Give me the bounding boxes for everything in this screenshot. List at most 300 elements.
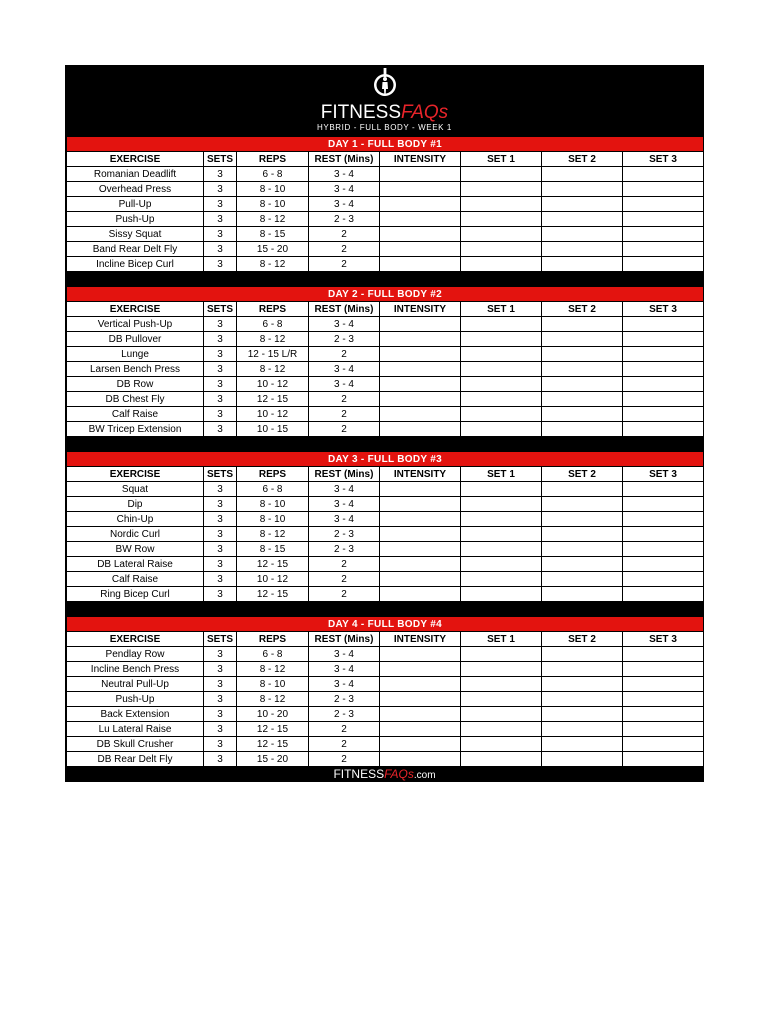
log-entry-cell[interactable] bbox=[542, 527, 623, 542]
table-cell: Incline Bench Press bbox=[67, 662, 204, 677]
table-cell: 8 - 10 bbox=[237, 677, 309, 692]
table-cell: 3 bbox=[204, 167, 237, 182]
table-row bbox=[67, 692, 704, 707]
log-entry-cell[interactable] bbox=[380, 737, 461, 752]
table-row bbox=[67, 242, 704, 257]
day-title: DAY 4 - FULL BODY #4 bbox=[67, 617, 704, 632]
table-cell: 3 bbox=[204, 422, 237, 437]
log-entry-cell[interactable] bbox=[623, 332, 704, 347]
table-cell: 12 - 15 bbox=[237, 392, 309, 407]
table-cell: Incline Bicep Curl bbox=[67, 257, 204, 272]
log-entry-cell[interactable] bbox=[623, 512, 704, 527]
table-cell: 3 bbox=[204, 527, 237, 542]
table-cell: DB Skull Crusher bbox=[67, 737, 204, 752]
table-cell: Lu Lateral Raise bbox=[67, 722, 204, 737]
column-header: SETS bbox=[204, 152, 237, 167]
table-cell: 3 - 4 bbox=[309, 197, 380, 212]
table-cell: 3 bbox=[204, 362, 237, 377]
log-entry-cell[interactable] bbox=[461, 512, 542, 527]
table-cell: 3 - 4 bbox=[309, 167, 380, 182]
log-entry-cell[interactable] bbox=[623, 257, 704, 272]
log-entry-cell[interactable] bbox=[380, 212, 461, 227]
column-header: REPS bbox=[237, 152, 309, 167]
log-entry-cell[interactable] bbox=[623, 242, 704, 257]
table-cell: 2 bbox=[309, 722, 380, 737]
log-entry-cell[interactable] bbox=[380, 197, 461, 212]
log-entry-cell[interactable] bbox=[380, 662, 461, 677]
brand-accent: FAQs bbox=[401, 102, 449, 123]
log-entry-cell[interactable] bbox=[461, 347, 542, 362]
table-cell: 3 bbox=[204, 662, 237, 677]
table-cell: Push-Up bbox=[67, 692, 204, 707]
log-entry-cell[interactable] bbox=[542, 362, 623, 377]
log-entry-cell[interactable] bbox=[461, 392, 542, 407]
log-entry-cell[interactable] bbox=[542, 317, 623, 332]
table-cell: Romanian Deadlift bbox=[67, 167, 204, 182]
table-cell: DB Row bbox=[67, 377, 204, 392]
table-cell: 3 - 4 bbox=[309, 512, 380, 527]
table-cell: Squat bbox=[67, 482, 204, 497]
table-cell: 3 bbox=[204, 347, 237, 362]
log-entry-cell[interactable] bbox=[542, 167, 623, 182]
table-row bbox=[67, 497, 704, 512]
column-header: SET 2 bbox=[542, 152, 623, 167]
log-entry-cell[interactable] bbox=[380, 407, 461, 422]
table-cell: 2 - 3 bbox=[309, 692, 380, 707]
table-row bbox=[67, 167, 704, 182]
table-cell: 3 bbox=[204, 242, 237, 257]
log-entry-cell[interactable] bbox=[380, 482, 461, 497]
table-cell: 2 bbox=[309, 407, 380, 422]
days-container bbox=[66, 136, 703, 767]
log-entry-cell[interactable] bbox=[380, 347, 461, 362]
log-entry-cell[interactable] bbox=[623, 527, 704, 542]
log-entry-cell[interactable] bbox=[542, 332, 623, 347]
day-title: DAY 2 - FULL BODY #2 bbox=[67, 287, 704, 302]
log-entry-cell[interactable] bbox=[461, 752, 542, 767]
column-header: SET 1 bbox=[461, 152, 542, 167]
table-cell: Nordic Curl bbox=[67, 527, 204, 542]
log-entry-cell[interactable] bbox=[461, 587, 542, 602]
log-entry-cell[interactable] bbox=[542, 752, 623, 767]
table-cell: 3 bbox=[204, 227, 237, 242]
log-entry-cell[interactable] bbox=[623, 677, 704, 692]
log-entry-cell[interactable] bbox=[542, 707, 623, 722]
log-entry-cell[interactable] bbox=[623, 557, 704, 572]
column-header: SET 2 bbox=[542, 632, 623, 647]
footer-brand bbox=[66, 767, 703, 781]
table-cell: DB Pullover bbox=[67, 332, 204, 347]
log-entry-cell[interactable] bbox=[542, 392, 623, 407]
log-entry-cell[interactable] bbox=[542, 542, 623, 557]
column-header: SET 3 bbox=[623, 632, 704, 647]
log-entry-cell[interactable] bbox=[461, 482, 542, 497]
table-cell: 12 - 15 bbox=[237, 722, 309, 737]
log-entry-cell[interactable] bbox=[542, 647, 623, 662]
table-row bbox=[67, 377, 704, 392]
table-cell: 12 - 15 bbox=[237, 737, 309, 752]
table-cell: 3 bbox=[204, 257, 237, 272]
log-entry-cell[interactable] bbox=[623, 497, 704, 512]
table-row bbox=[67, 527, 704, 542]
log-entry-cell[interactable] bbox=[623, 752, 704, 767]
table-cell: 3 bbox=[204, 737, 237, 752]
table-cell: 3 bbox=[204, 752, 237, 767]
log-entry-cell[interactable] bbox=[380, 392, 461, 407]
table-cell: 8 - 12 bbox=[237, 692, 309, 707]
log-entry-cell[interactable] bbox=[623, 377, 704, 392]
table-cell: 2 - 3 bbox=[309, 212, 380, 227]
table-cell: 3 bbox=[204, 407, 237, 422]
log-entry-cell[interactable] bbox=[542, 347, 623, 362]
log-entry-cell[interactable] bbox=[461, 677, 542, 692]
table-cell: 10 - 12 bbox=[237, 572, 309, 587]
table-cell: 3 bbox=[204, 572, 237, 587]
column-header: SET 1 bbox=[461, 467, 542, 482]
table-cell: 2 bbox=[309, 752, 380, 767]
column-header: INTENSITY bbox=[380, 302, 461, 317]
log-entry-cell[interactable] bbox=[623, 662, 704, 677]
table-row bbox=[67, 422, 704, 437]
log-entry-cell[interactable] bbox=[380, 572, 461, 587]
table-cell: 3 bbox=[204, 677, 237, 692]
table-row bbox=[67, 392, 704, 407]
column-header: SET 2 bbox=[542, 467, 623, 482]
table-row bbox=[67, 677, 704, 692]
log-entry-cell[interactable] bbox=[380, 422, 461, 437]
log-entry-cell[interactable] bbox=[380, 167, 461, 182]
log-entry-cell[interactable] bbox=[623, 182, 704, 197]
table-cell: 8 - 12 bbox=[237, 527, 309, 542]
masthead bbox=[66, 66, 703, 136]
table-row bbox=[67, 737, 704, 752]
table-cell: 3 bbox=[204, 482, 237, 497]
log-entry-cell[interactable] bbox=[623, 647, 704, 662]
table-cell: 2 bbox=[309, 392, 380, 407]
table-cell: 3 bbox=[204, 647, 237, 662]
log-entry-cell[interactable] bbox=[623, 407, 704, 422]
log-entry-cell[interactable] bbox=[380, 722, 461, 737]
table-cell: 3 bbox=[204, 512, 237, 527]
log-entry-cell[interactable] bbox=[461, 317, 542, 332]
log-entry-cell[interactable] bbox=[461, 497, 542, 512]
log-entry-cell[interactable] bbox=[461, 707, 542, 722]
log-entry-cell[interactable] bbox=[380, 362, 461, 377]
table-cell: 3 bbox=[204, 557, 237, 572]
table-cell: Calf Raise bbox=[67, 572, 204, 587]
log-entry-cell[interactable] bbox=[380, 557, 461, 572]
table-cell: 15 - 20 bbox=[237, 752, 309, 767]
column-header: SET 3 bbox=[623, 467, 704, 482]
table-cell: 15 - 20 bbox=[237, 242, 309, 257]
log-entry-cell[interactable] bbox=[461, 332, 542, 347]
log-entry-cell[interactable] bbox=[542, 407, 623, 422]
column-header: SET 3 bbox=[623, 302, 704, 317]
table-cell: DB Chest Fly bbox=[67, 392, 204, 407]
table-cell: 6 - 8 bbox=[237, 167, 309, 182]
column-header: EXERCISE bbox=[67, 152, 204, 167]
log-entry-cell[interactable] bbox=[542, 227, 623, 242]
table-row bbox=[67, 587, 704, 602]
log-entry-cell[interactable] bbox=[542, 587, 623, 602]
log-entry-cell[interactable] bbox=[461, 407, 542, 422]
column-header: INTENSITY bbox=[380, 467, 461, 482]
log-entry-cell[interactable] bbox=[623, 197, 704, 212]
column-header: REPS bbox=[237, 302, 309, 317]
column-header: INTENSITY bbox=[380, 632, 461, 647]
log-entry-cell[interactable] bbox=[380, 527, 461, 542]
table-cell: 3 bbox=[204, 197, 237, 212]
table-cell: Pull-Up bbox=[67, 197, 204, 212]
day-table bbox=[66, 616, 704, 767]
table-row bbox=[67, 407, 704, 422]
table-row bbox=[67, 197, 704, 212]
log-entry-cell[interactable] bbox=[461, 737, 542, 752]
table-cell: 2 - 3 bbox=[309, 707, 380, 722]
column-header: SETS bbox=[204, 632, 237, 647]
table-cell: 8 - 15 bbox=[237, 227, 309, 242]
log-entry-cell[interactable] bbox=[623, 347, 704, 362]
table-row bbox=[67, 647, 704, 662]
table-cell: 10 - 20 bbox=[237, 707, 309, 722]
log-entry-cell[interactable] bbox=[461, 197, 542, 212]
table-cell: 3 bbox=[204, 182, 237, 197]
table-cell: 2 bbox=[309, 737, 380, 752]
brand-logo-text bbox=[66, 103, 703, 123]
table-cell: Push-Up bbox=[67, 212, 204, 227]
log-entry-cell[interactable] bbox=[461, 572, 542, 587]
table-cell: 2 bbox=[309, 257, 380, 272]
table-row bbox=[67, 227, 704, 242]
log-entry-cell[interactable] bbox=[461, 542, 542, 557]
log-entry-cell[interactable] bbox=[542, 197, 623, 212]
log-entry-cell[interactable] bbox=[623, 482, 704, 497]
table-cell: 3 bbox=[204, 392, 237, 407]
table-row bbox=[67, 572, 704, 587]
table-cell: Back Extension bbox=[67, 707, 204, 722]
log-entry-cell[interactable] bbox=[623, 422, 704, 437]
log-entry-cell[interactable] bbox=[623, 542, 704, 557]
table-cell: 3 - 4 bbox=[309, 482, 380, 497]
log-entry-cell[interactable] bbox=[461, 362, 542, 377]
log-entry-cell[interactable] bbox=[461, 167, 542, 182]
log-entry-cell[interactable] bbox=[380, 752, 461, 767]
kettlebell-figure-icon bbox=[368, 66, 402, 100]
workout-sheet bbox=[65, 65, 704, 782]
column-header-row bbox=[67, 302, 704, 317]
log-entry-cell[interactable] bbox=[380, 497, 461, 512]
table-cell: 2 bbox=[309, 422, 380, 437]
table-row bbox=[67, 347, 704, 362]
column-header: REST (Mins) bbox=[309, 302, 380, 317]
day-title: DAY 3 - FULL BODY #3 bbox=[67, 452, 704, 467]
table-cell: 3 - 4 bbox=[309, 317, 380, 332]
table-cell: 3 bbox=[204, 542, 237, 557]
table-cell: Overhead Press bbox=[67, 182, 204, 197]
log-entry-cell[interactable] bbox=[461, 527, 542, 542]
log-entry-cell[interactable] bbox=[461, 257, 542, 272]
table-cell: 2 - 3 bbox=[309, 542, 380, 557]
log-entry-cell[interactable] bbox=[461, 242, 542, 257]
table-cell: 8 - 10 bbox=[237, 512, 309, 527]
log-entry-cell[interactable] bbox=[623, 707, 704, 722]
table-cell: 3 bbox=[204, 497, 237, 512]
table-cell: 8 - 10 bbox=[237, 182, 309, 197]
log-entry-cell[interactable] bbox=[461, 422, 542, 437]
log-entry-cell[interactable] bbox=[542, 257, 623, 272]
log-entry-cell[interactable] bbox=[542, 662, 623, 677]
column-header: INTENSITY bbox=[380, 152, 461, 167]
column-header: SET 2 bbox=[542, 302, 623, 317]
log-entry-cell[interactable] bbox=[461, 212, 542, 227]
log-entry-cell[interactable] bbox=[461, 557, 542, 572]
log-entry-cell[interactable] bbox=[623, 572, 704, 587]
log-entry-cell[interactable] bbox=[623, 692, 704, 707]
table-row bbox=[67, 362, 704, 377]
log-entry-cell[interactable] bbox=[380, 257, 461, 272]
column-header: REST (Mins) bbox=[309, 152, 380, 167]
table-cell: Pendlay Row bbox=[67, 647, 204, 662]
column-header: SETS bbox=[204, 302, 237, 317]
table-cell: 3 - 4 bbox=[309, 647, 380, 662]
column-header-row bbox=[67, 467, 704, 482]
table-row bbox=[67, 722, 704, 737]
table-cell: 8 - 12 bbox=[237, 662, 309, 677]
table-row bbox=[67, 482, 704, 497]
table-cell: Dip bbox=[67, 497, 204, 512]
log-entry-cell[interactable] bbox=[380, 512, 461, 527]
log-entry-cell[interactable] bbox=[380, 227, 461, 242]
log-entry-cell[interactable] bbox=[542, 692, 623, 707]
table-cell: 2 bbox=[309, 227, 380, 242]
log-entry-cell[interactable] bbox=[542, 572, 623, 587]
table-row bbox=[67, 212, 704, 227]
log-entry-cell[interactable] bbox=[623, 722, 704, 737]
log-entry-cell[interactable] bbox=[380, 377, 461, 392]
log-entry-cell[interactable] bbox=[380, 677, 461, 692]
table-cell: 8 - 12 bbox=[237, 332, 309, 347]
log-entry-cell[interactable] bbox=[623, 167, 704, 182]
table-cell: 3 bbox=[204, 692, 237, 707]
table-cell: 2 - 3 bbox=[309, 332, 380, 347]
table-cell: 3 - 4 bbox=[309, 677, 380, 692]
table-cell: Lunge bbox=[67, 347, 204, 362]
column-header-row bbox=[67, 632, 704, 647]
log-entry-cell[interactable] bbox=[461, 647, 542, 662]
table-cell: Vertical Push-Up bbox=[67, 317, 204, 332]
table-cell: 8 - 12 bbox=[237, 362, 309, 377]
log-entry-cell[interactable] bbox=[623, 362, 704, 377]
table-cell: 10 - 12 bbox=[237, 377, 309, 392]
log-entry-cell[interactable] bbox=[542, 482, 623, 497]
log-entry-cell[interactable] bbox=[542, 737, 623, 752]
table-cell: 2 bbox=[309, 242, 380, 257]
log-entry-cell[interactable] bbox=[542, 512, 623, 527]
column-header: SET 1 bbox=[461, 632, 542, 647]
log-entry-cell[interactable] bbox=[542, 677, 623, 692]
table-cell: 12 - 15 L/R bbox=[237, 347, 309, 362]
log-entry-cell[interactable] bbox=[461, 227, 542, 242]
table-cell: Chin-Up bbox=[67, 512, 204, 527]
log-entry-cell[interactable] bbox=[623, 227, 704, 242]
table-cell: 8 - 15 bbox=[237, 542, 309, 557]
log-entry-cell[interactable] bbox=[380, 587, 461, 602]
day-table bbox=[66, 286, 704, 437]
table-cell: DB Lateral Raise bbox=[67, 557, 204, 572]
column-header: SET 1 bbox=[461, 302, 542, 317]
table-cell: 2 bbox=[309, 557, 380, 572]
table-cell: 2 bbox=[309, 347, 380, 362]
log-entry-cell[interactable] bbox=[542, 377, 623, 392]
table-cell: 8 - 10 bbox=[237, 497, 309, 512]
table-row bbox=[67, 707, 704, 722]
log-entry-cell[interactable] bbox=[461, 692, 542, 707]
table-cell: 10 - 12 bbox=[237, 407, 309, 422]
day-table bbox=[66, 451, 704, 602]
log-entry-cell[interactable] bbox=[542, 722, 623, 737]
table-cell: Sissy Squat bbox=[67, 227, 204, 242]
log-entry-cell[interactable] bbox=[380, 707, 461, 722]
log-entry-cell[interactable] bbox=[542, 497, 623, 512]
table-row bbox=[67, 662, 704, 677]
column-header: SETS bbox=[204, 467, 237, 482]
log-entry-cell[interactable] bbox=[380, 692, 461, 707]
day-title: DAY 1 - FULL BODY #1 bbox=[67, 137, 704, 152]
day-separator bbox=[66, 272, 703, 286]
log-entry-cell[interactable] bbox=[461, 377, 542, 392]
log-entry-cell[interactable] bbox=[623, 587, 704, 602]
log-entry-cell[interactable] bbox=[542, 557, 623, 572]
log-entry-cell[interactable] bbox=[542, 182, 623, 197]
log-entry-cell[interactable] bbox=[380, 332, 461, 347]
log-entry-cell[interactable] bbox=[542, 242, 623, 257]
table-cell: 3 bbox=[204, 377, 237, 392]
table-row bbox=[67, 542, 704, 557]
log-entry-cell[interactable] bbox=[623, 317, 704, 332]
brand-main: FITNESS bbox=[320, 102, 402, 123]
log-entry-cell[interactable] bbox=[380, 647, 461, 662]
column-header: EXERCISE bbox=[67, 632, 204, 647]
table-cell: 3 bbox=[204, 332, 237, 347]
column-header: REST (Mins) bbox=[309, 632, 380, 647]
table-cell: Larsen Bench Press bbox=[67, 362, 204, 377]
table-cell: Ring Bicep Curl bbox=[67, 587, 204, 602]
log-entry-cell[interactable] bbox=[542, 212, 623, 227]
log-entry-cell[interactable] bbox=[380, 182, 461, 197]
table-row bbox=[67, 257, 704, 272]
log-entry-cell[interactable] bbox=[461, 722, 542, 737]
log-entry-cell[interactable] bbox=[461, 662, 542, 677]
log-entry-cell[interactable] bbox=[623, 392, 704, 407]
log-entry-cell[interactable] bbox=[461, 182, 542, 197]
log-entry-cell[interactable] bbox=[380, 317, 461, 332]
log-entry-cell[interactable] bbox=[623, 737, 704, 752]
table-cell: 3 - 4 bbox=[309, 662, 380, 677]
table-cell: BW Row bbox=[67, 542, 204, 557]
column-header: REST (Mins) bbox=[309, 467, 380, 482]
table-cell: 3 - 4 bbox=[309, 182, 380, 197]
log-entry-cell[interactable] bbox=[542, 422, 623, 437]
table-cell: Band Rear Delt Fly bbox=[67, 242, 204, 257]
table-cell: 3 bbox=[204, 317, 237, 332]
day-separator bbox=[66, 602, 703, 616]
log-entry-cell[interactable] bbox=[380, 242, 461, 257]
log-entry-cell[interactable] bbox=[380, 542, 461, 557]
log-entry-cell[interactable] bbox=[623, 212, 704, 227]
table-row bbox=[67, 512, 704, 527]
table-cell: 2 - 3 bbox=[309, 527, 380, 542]
column-header: EXERCISE bbox=[67, 302, 204, 317]
